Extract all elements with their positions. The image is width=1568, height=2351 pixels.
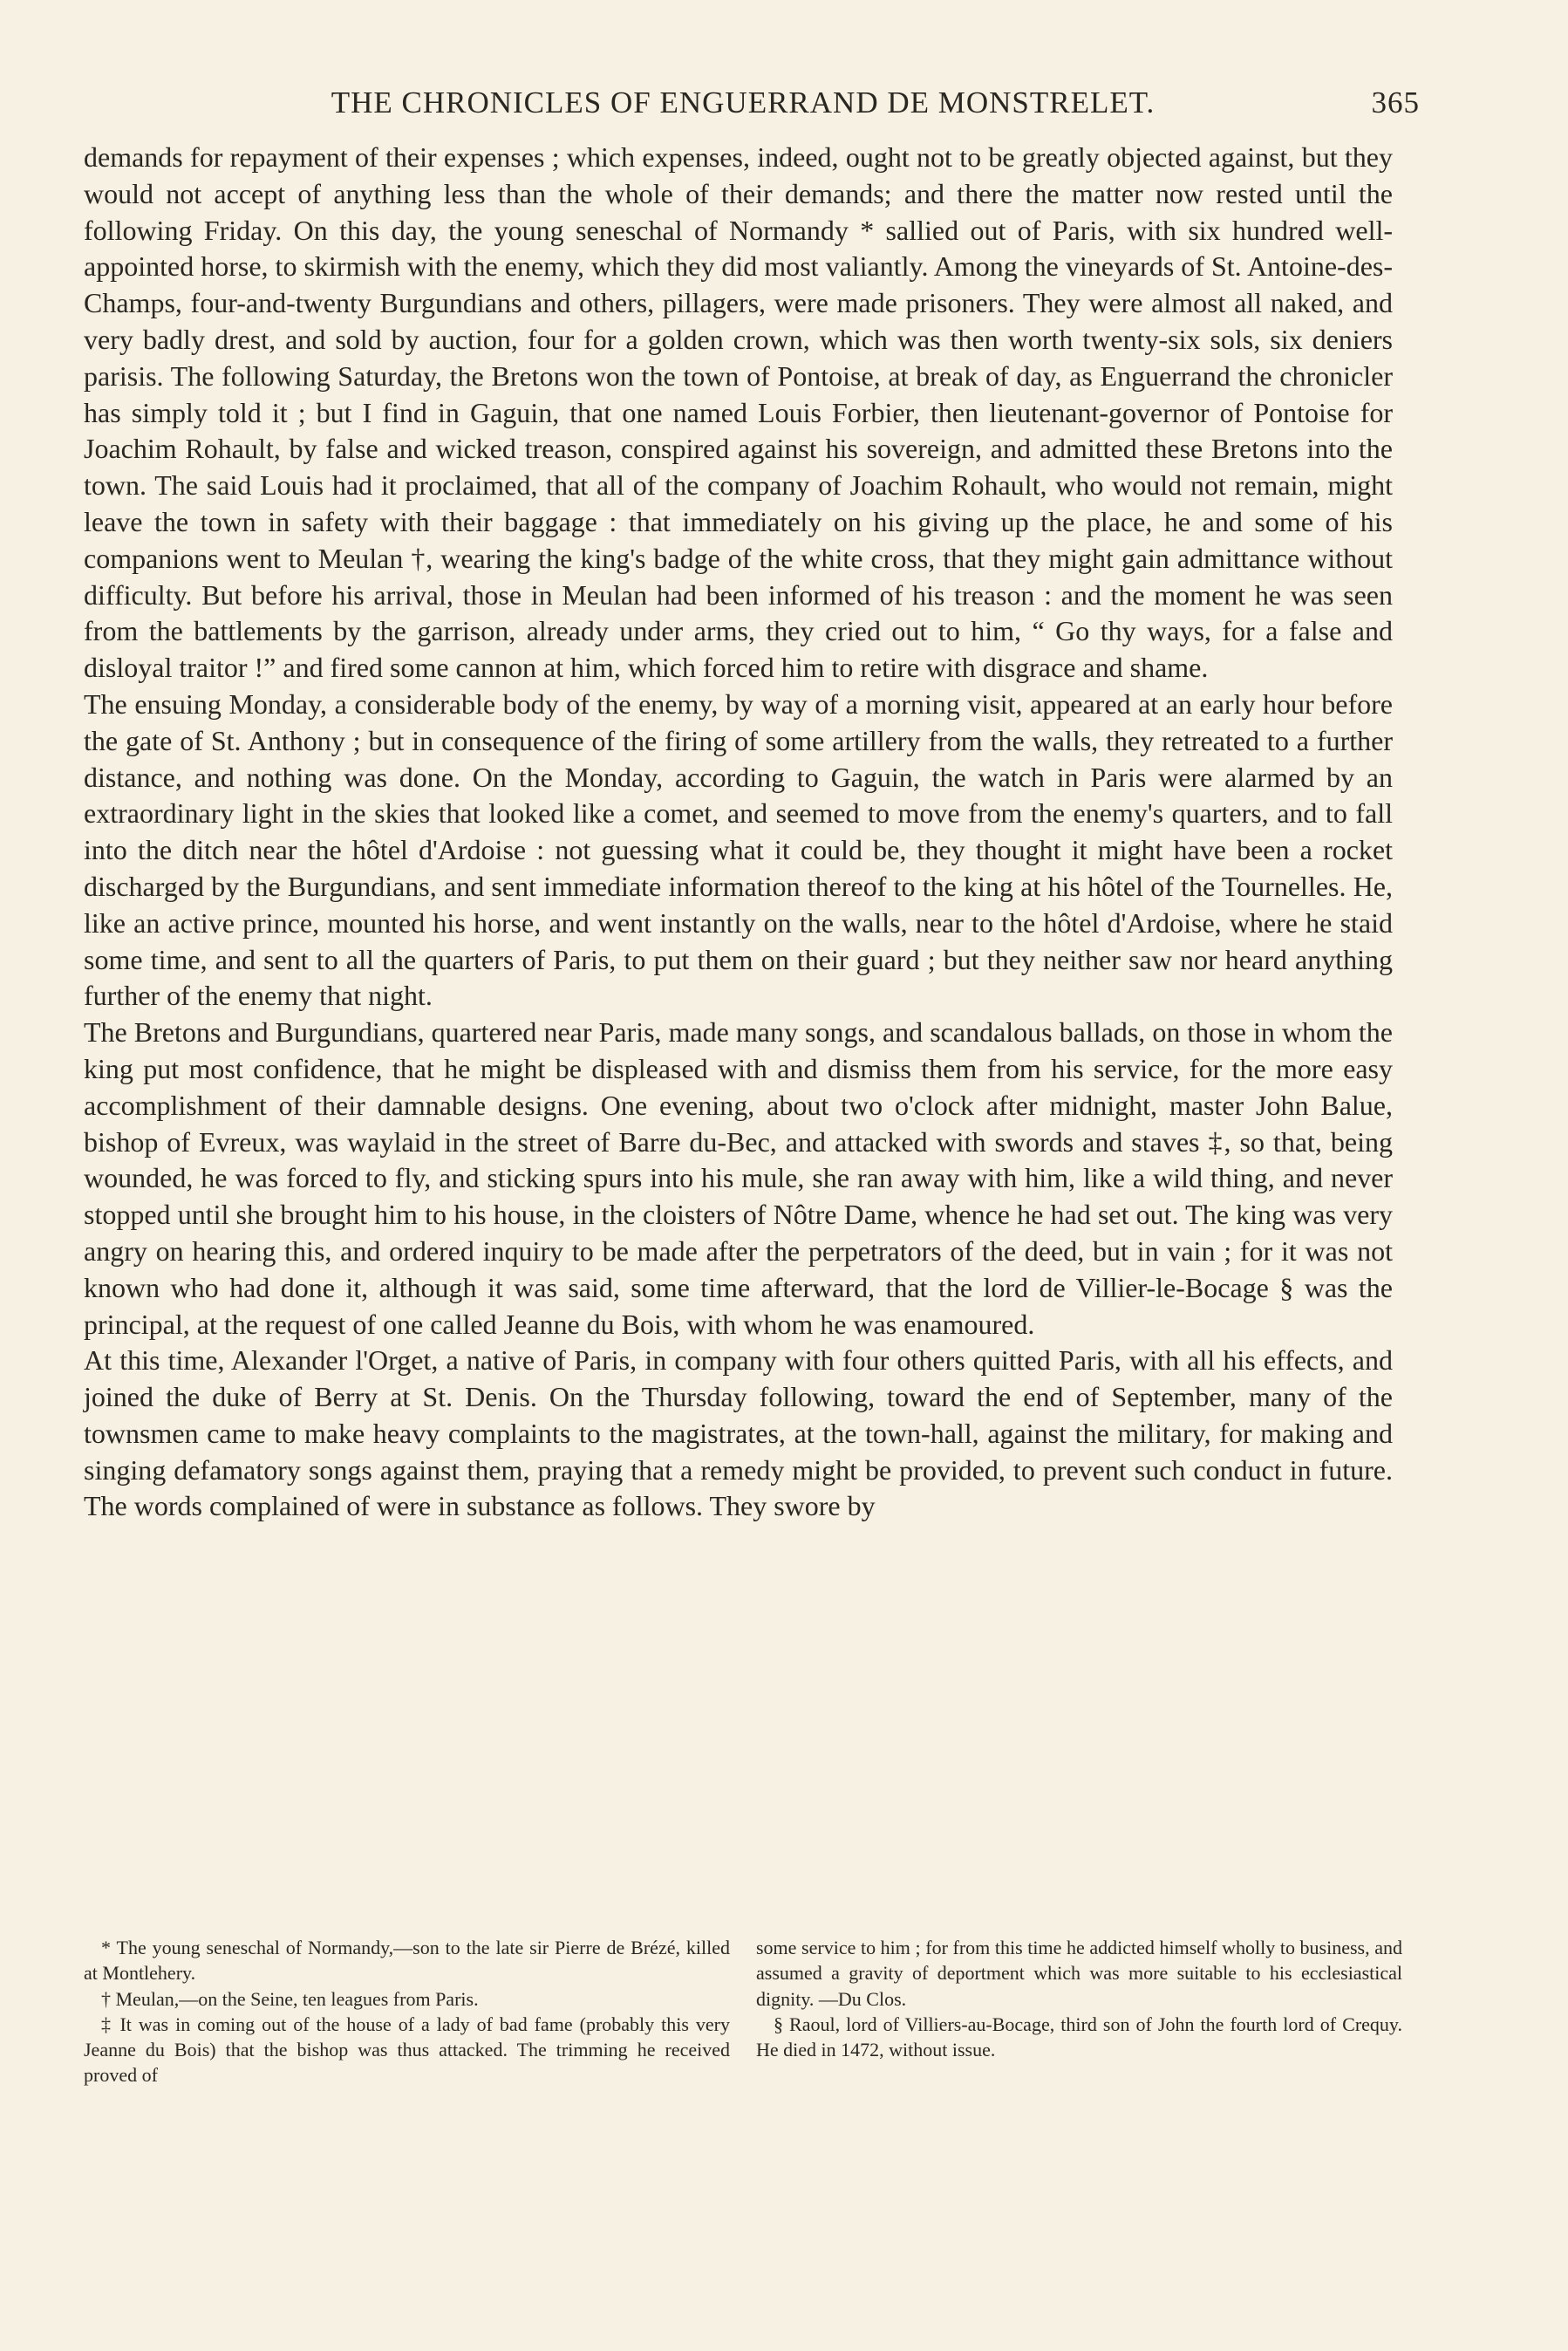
footnote: some service to him ; for from this time he addicted himself wholly to business, and assumed a gravity of deportment which was more suitable to his ecclesiastical dignity. —Du Clos. — [756, 1937, 1402, 2010]
paragraph: The Bretons and Burgundians, quartered near Paris, made many songs, and scandalous ballads, on those in whom the king put most confidence, that he might be displeased with and dismiss them from his service, for the more easy accomplishment of their damnable designs. One evening, about two o'clock after midnight, master John Balue, bishop of Evreux, was waylaid in the street of Barre du-Bec, and attacked with swords and staves ‡, so that, being wounded, he was forced to fly, and sticking spurs into his mule, she ran away with him, like a wild thing, and never stopped until she brought him to his house, in the cloisters of Nôtre Dame, whence he had set out. The king was very angry on hearing this, and ordered inquiry to be made after the perpetrators of the deed, but in vain ; for it was not known who had done it, although it was said, some time afterward, that the lord de Villier-le-Bocage § was the principal, at the request of one called Jeanne du Bois, with whom he was enamoured. — [84, 1016, 1393, 1340]
running-title: THE CHRONICLES OF ENGUERRAND DE MONSTRELET. — [331, 85, 1156, 120]
footnote: * The young seneschal of Normandy,—son to the late sir Pierre de Brézé, killed at Montlehery. — [84, 1937, 730, 1985]
paragraph: The ensuing Monday, a considerable body of the enemy, by way of a morning visit, appeared at an early hour before the gate of St. Anthony ; but in consequence of the firing of some artillery from the walls, they retreated to a further distance, and nothing was done. On the Monday, according to Gaguin, the watch in Paris were alarmed by an extraordinary light in the skies that looked like a comet, and seemed to move from the enemy's quarters, and to fall into the ditch near the hôtel d'Ardoise : not guessing what it could be, they thought it might have been a rocket discharged by the Burgundians, and sent immediate information thereof to the king at his hôtel of the Tournelles. He, like an active prince, mounted his horse, and went instantly on the walls, near to the hôtel d'Ardoise, where he staid some time, and sent to all the quarters of Paris, to put them on their guard ; but they neither saw nor heard anything further of the enemy that night. — [84, 687, 1393, 1012]
main-text — [84, 140, 1393, 1525]
footnotes-left-column — [84, 1935, 730, 2088]
footnotes — [84, 1935, 1402, 2088]
running-header — [84, 85, 1420, 120]
paragraph: At this time, Alexander l'Orget, a native of Paris, in company with four others quitted Paris, with all his effects, and joined the duke of Berry at St. Denis. On the Thursday following, toward the end of September, many of the townsmen came to make heavy complaints to the magistrates, at the town-hall, against the military, for making and singing defamatory songs against them, praying that a remedy might be provided, to prevent such conduct in future. The words complained of were in substance as follows. They swore by — [84, 1344, 1393, 1522]
footnotes-right-column — [756, 1935, 1402, 2088]
page-number: 365 — [1371, 85, 1420, 120]
footnote: § Raoul, lord of Villiers-au-Bocage, third son of John the fourth lord of Crequy. He died in 1472, without issue. — [756, 2013, 1402, 2061]
footnote: ‡ It was in coming out of the house of a lady of bad fame (probably this very Jeanne du Bois) that the bishop was thus attacked. The trimming he received proved of — [84, 2013, 730, 2087]
footnote: † Meulan,—on the Seine, ten leagues from Paris. — [101, 1987, 479, 2010]
paragraph: demands for repayment of their expenses ; which expenses, indeed, ought not to be greatly objected against, but they would not accept of anything less than the whole of their demands; and there the matter now rested until the following Friday. On this day, the young seneschal of Normandy * sallied out of Paris, with six hundred well-appointed horse, to skirmish with the enemy, which they did most valiantly. Among the vineyards of St. Antoine-des-Champs, four-and-twenty Burgundians and others, pillagers, were made prisoners. They were almost all naked, and very badly drest, and sold by auction, four for a golden crown, which was then worth twenty-six sols, six deniers parisis. The following Saturday, the Bretons won the town of Pontoise, at break of day, as Enguerrand the chronicler has simply told it ; but I find in Gaguin, that one named Louis Forbier, then lieutenant-governor of Pontoise for Joachim Rohault, by false and wicked treason, conspired against his sovereign, and admitted these Bretons into the town. The said Louis had it proclaimed, that all of the company of Joachim Rohault, who would not remain, might leave the town in safety with their baggage : that immediately on his giving up the place, he and some of his companions went to Meulan †, wearing the king's badge of the white cross, that they might gain admittance without difficulty. But before his arrival, those in Meulan had been informed of his treason : and the moment he was seen from the battlements by the garrison, already under arms, they cried out to him, “ Go thy ways, for a false and disloyal traitor !” and fired some cannon at him, which forced him to retire with disgrace and shame. — [84, 141, 1393, 684]
